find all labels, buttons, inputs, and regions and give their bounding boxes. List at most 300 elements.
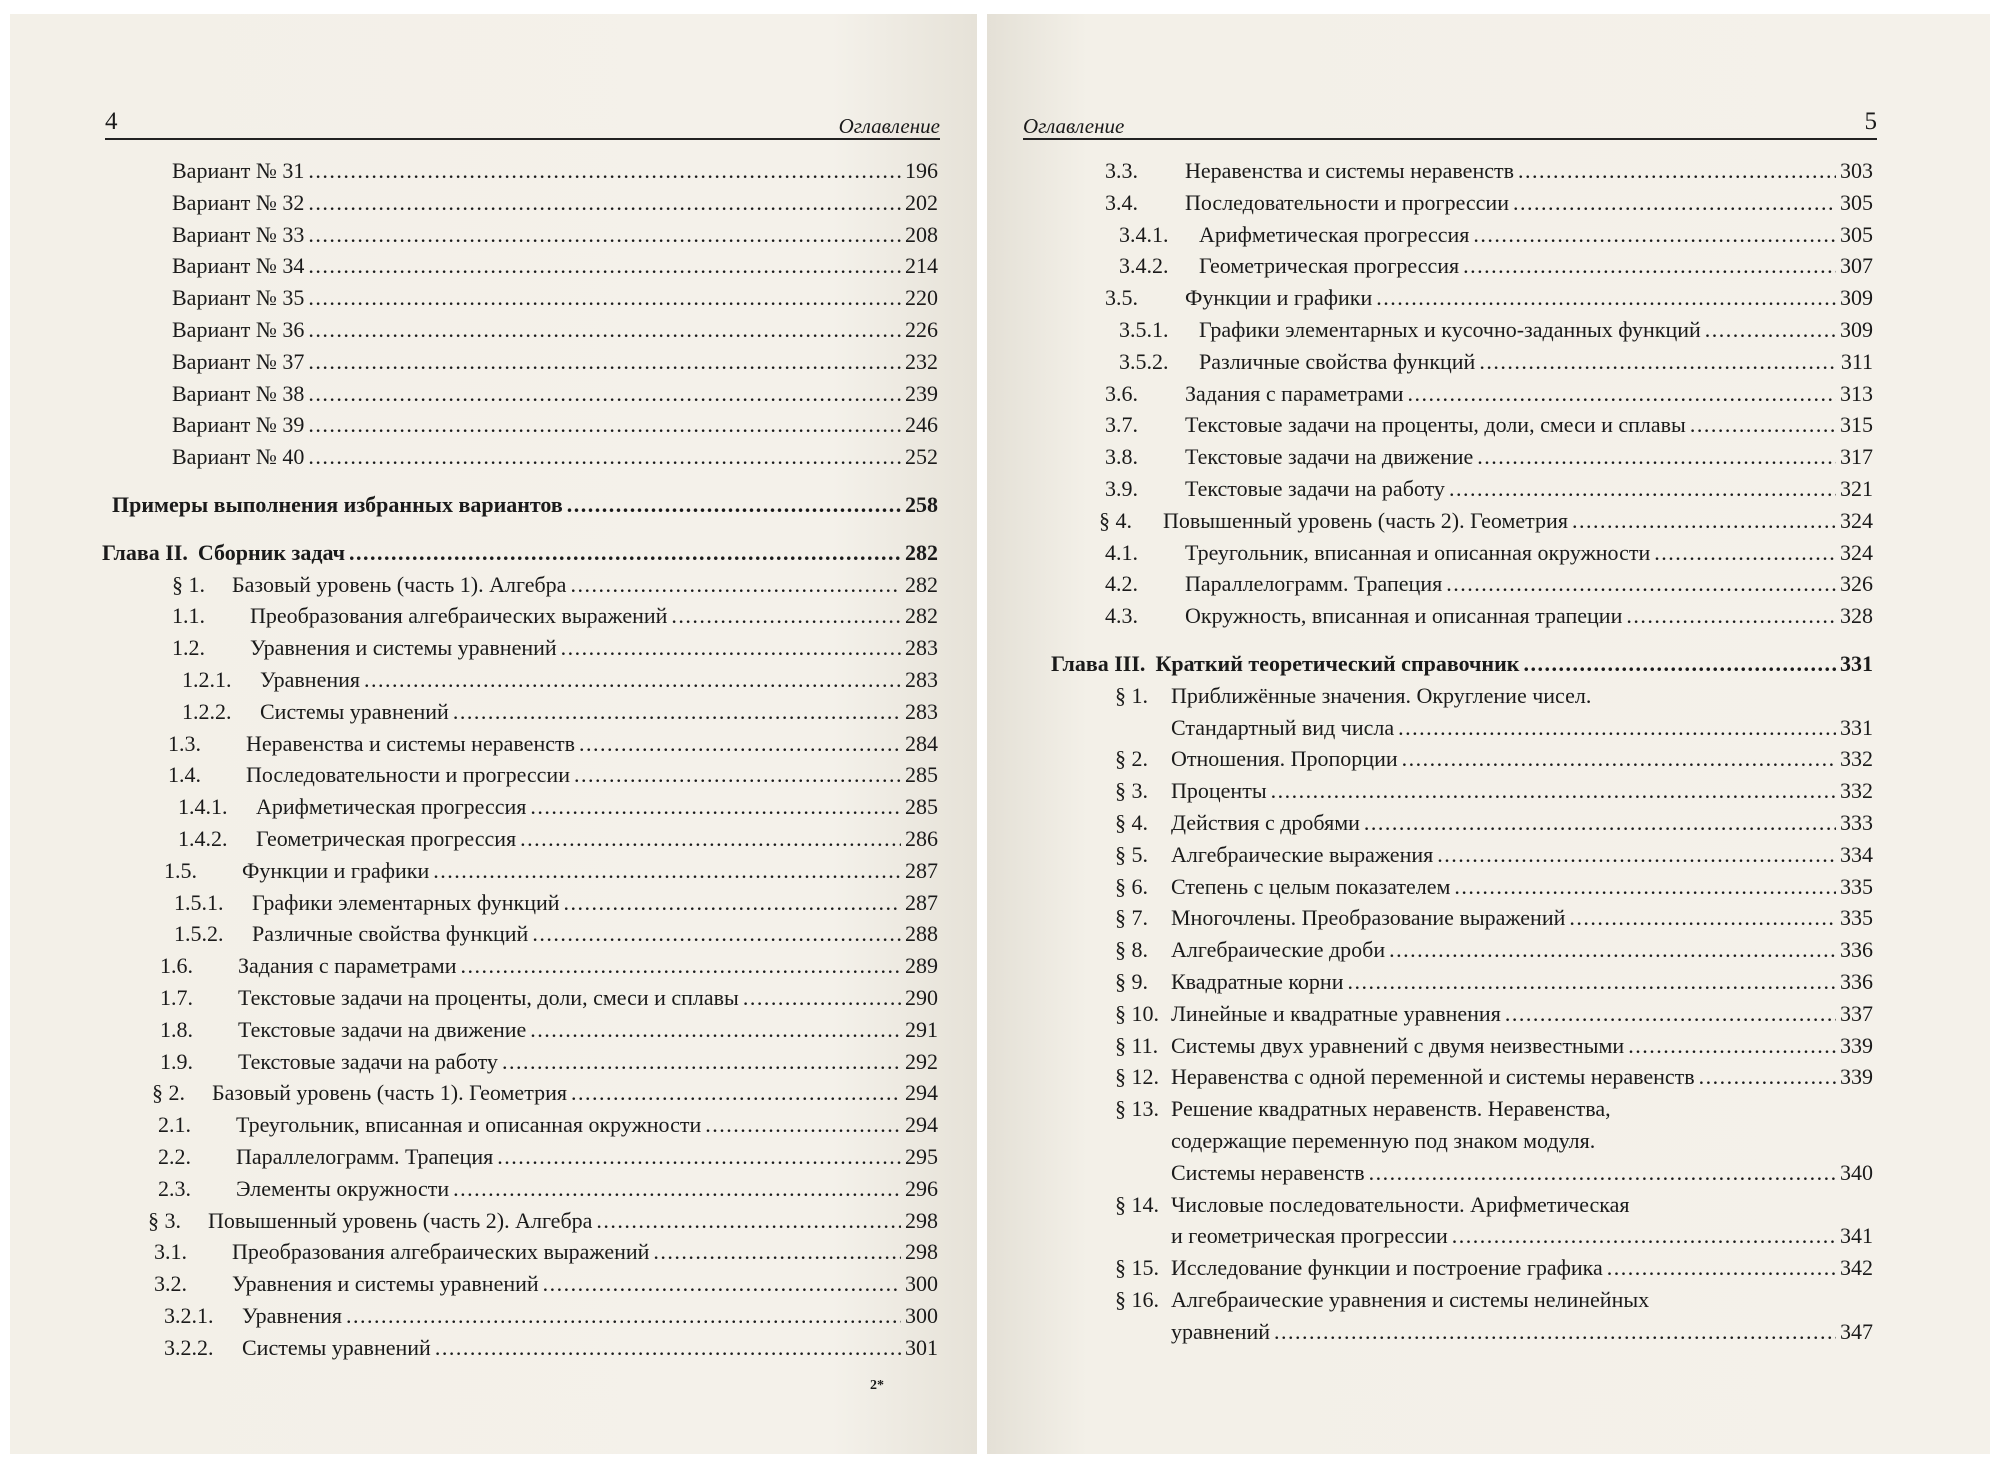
toc-entry-title: Функции и графики [242, 857, 430, 883]
page-number: 5 [1864, 108, 1877, 135]
toc-entry-page: 208 [905, 221, 938, 247]
toc-entry-page: 220 [905, 285, 938, 311]
toc-entry[interactable] [1051, 839, 1873, 871]
toc-entry-title: Задания с параметрами [1185, 380, 1404, 406]
toc-entry-page: 335 [1840, 905, 1873, 931]
dot-leader [1274, 1316, 1836, 1348]
dot-leader [567, 489, 901, 521]
dot-leader [1463, 250, 1836, 282]
dot-leader [1402, 743, 1836, 775]
toc-entry-page: 294 [905, 1112, 938, 1138]
toc-entry-page: 321 [1840, 475, 1873, 501]
toc-entry-page: 239 [905, 380, 938, 406]
toc-entry-number: 3.5.1. [1119, 316, 1169, 342]
toc-entry-number: 4.2. [1105, 571, 1138, 597]
toc-entry-number: § 1. [172, 571, 205, 597]
toc-entry[interactable] [1051, 680, 1873, 712]
toc-entry-title: Неравенства и системы неравенств [246, 730, 575, 756]
dot-leader [653, 1236, 901, 1268]
dot-leader [1369, 1157, 1836, 1189]
toc-entry-title: Вариант № 34 [172, 253, 305, 279]
toc-entry[interactable] [1051, 871, 1873, 903]
toc-entry-page: 332 [1840, 746, 1873, 772]
toc-entry-number: § 11. [1115, 1032, 1159, 1058]
toc-entry[interactable] [1051, 537, 1873, 569]
dot-leader [308, 378, 901, 410]
toc-entry-title: Проценты [1171, 778, 1267, 804]
dot-leader [435, 1332, 901, 1364]
toc-entry-title: Многочлены. Преобразование выражений [1171, 905, 1566, 931]
toc-entry[interactable] [1051, 378, 1873, 410]
toc-entry[interactable] [1051, 1125, 1873, 1157]
toc-entry-page: 326 [1840, 571, 1873, 597]
toc-entry-title: Арифметическая прогрессия [1199, 221, 1470, 247]
dot-leader [1437, 839, 1836, 871]
toc-entry-page: 340 [1840, 1159, 1873, 1185]
toc-entry-number: 3.4.2. [1119, 253, 1169, 279]
toc-entry-number: 3.2.2. [164, 1334, 214, 1360]
dot-leader [364, 664, 901, 696]
toc-entry[interactable] [102, 155, 938, 187]
toc-entry-title: Треугольник, вписанная и описанная окружности [236, 1112, 702, 1138]
toc-entry-title: Системы уравнений [260, 698, 449, 724]
dot-leader [308, 346, 901, 378]
toc-entry[interactable] [1051, 1316, 1873, 1348]
dot-leader [532, 918, 901, 950]
toc-entry[interactable] [102, 489, 938, 521]
toc-entry[interactable] [1051, 807, 1873, 839]
toc-entry-number: 3.3. [1105, 158, 1138, 183]
running-title: Оглавление [838, 114, 940, 138]
dot-leader [453, 696, 901, 728]
toc-entry[interactable] [102, 982, 938, 1014]
toc-entry-title: Стандартный вид числа [1171, 714, 1395, 740]
toc-entry[interactable] [1051, 346, 1873, 378]
toc-entry-title: Функции и графики [1185, 285, 1373, 311]
toc-entry[interactable] [102, 887, 938, 919]
toc-entry[interactable] [1051, 441, 1873, 473]
toc-entry[interactable] [1051, 1061, 1873, 1093]
toc-entry-page: 282 [905, 603, 938, 629]
left-page [10, 14, 977, 1454]
toc-entry-number: § 2. [1115, 746, 1148, 772]
toc-entry-page: 305 [1840, 189, 1873, 215]
dot-leader [1449, 473, 1836, 505]
toc-entry-page: 337 [1840, 1000, 1873, 1026]
toc-entry-page: 309 [1840, 285, 1873, 311]
toc-entry-number: § 5. [1115, 841, 1148, 867]
toc-entry[interactable] [102, 950, 938, 982]
toc-entry-page: 305 [1840, 221, 1873, 247]
dot-leader [530, 791, 901, 823]
dot-leader [308, 409, 901, 441]
toc-entry[interactable] [1051, 934, 1873, 966]
dot-leader [530, 1014, 901, 1046]
dot-leader [346, 1300, 901, 1332]
toc-entry-number: 1.5.2. [174, 921, 224, 947]
toc-entry-number: § 1. [1115, 682, 1148, 708]
toc-entry-title: Последовательности и прогрессии [1185, 189, 1509, 215]
toc-entry-number: 1.4. [168, 762, 201, 788]
toc-entry-number: § 3. [148, 1207, 181, 1233]
toc-entry-page: 313 [1840, 380, 1873, 406]
dot-leader [1376, 282, 1836, 314]
toc-entry-title: Алгебраические дроби [1171, 937, 1386, 963]
toc-entry-number: 4.1. [1105, 539, 1138, 565]
toc-entry[interactable] [102, 823, 938, 855]
toc-entry-page: 285 [905, 762, 938, 788]
toc-entry[interactable] [102, 441, 938, 473]
toc-entry[interactable] [102, 664, 938, 696]
dot-leader [308, 187, 901, 219]
toc-entry-number: 3.2. [154, 1271, 187, 1297]
toc-entry-number: § 4. [1115, 809, 1148, 835]
toc-entry-number: 1.3. [168, 730, 201, 756]
dot-leader [1479, 346, 1836, 378]
toc-entry[interactable] [1051, 775, 1873, 807]
toc-entry-number: 3.1. [154, 1239, 187, 1265]
dot-leader [520, 823, 901, 855]
toc-entry-title: Вариант № 37 [172, 348, 305, 374]
toc-entry-title: Параллелограмм. Трапеция [236, 1143, 494, 1169]
dot-leader [308, 282, 901, 314]
toc-entry-title: Вариант № 40 [172, 444, 305, 470]
dot-leader [1477, 441, 1836, 473]
dot-leader [1364, 807, 1836, 839]
toc-entry-title: Окружность, вписанная и описанная трапеции [1185, 603, 1623, 629]
toc-entry[interactable] [102, 1205, 938, 1237]
toc-entry-title: Вариант № 33 [172, 221, 305, 247]
dot-leader [671, 600, 901, 632]
toc-entry-title: Неравенства с одной переменной и системы неравенств [1171, 1064, 1695, 1090]
toc-entry[interactable] [102, 696, 938, 728]
toc-entry[interactable] [102, 378, 938, 410]
toc-entry[interactable] [102, 1014, 938, 1046]
toc-entry[interactable] [1051, 600, 1873, 632]
dot-leader [1513, 187, 1836, 219]
toc-entry-page: 287 [905, 889, 938, 915]
toc-entry-number: § 14. [1115, 1191, 1159, 1217]
toc-entry[interactable] [1051, 998, 1873, 1030]
toc-entry[interactable] [1051, 409, 1873, 441]
toc-entry[interactable] [102, 855, 938, 887]
toc-entry-number: § 12. [1115, 1064, 1159, 1090]
toc-entry[interactable] [1051, 966, 1873, 998]
toc-entry-page: 336 [1840, 937, 1873, 963]
toc-entry[interactable] [102, 1173, 938, 1205]
toc-entry[interactable] [102, 187, 938, 219]
toc-entry-title: содержащие переменную под знаком модуля. [1171, 1127, 1596, 1153]
toc-entry-number: 1.2. [172, 635, 205, 661]
toc-entry-title: Степень с целым показателем [1171, 873, 1451, 899]
toc-entry-number: 2.3. [158, 1175, 191, 1201]
toc-entry-title: Вариант № 39 [172, 412, 305, 438]
toc-entry-page: 324 [1840, 507, 1873, 533]
toc-entry[interactable] [102, 1077, 938, 1109]
page-number: 4 [105, 108, 118, 135]
toc-entry[interactable] [1051, 1030, 1873, 1062]
dot-leader [1626, 600, 1836, 632]
toc-entry[interactable] [102, 791, 938, 823]
toc-entry-title: Текстовые задачи на работу [1185, 475, 1445, 501]
book-gutter [977, 0, 987, 1465]
toc-entry-title: Сборник задач [197, 539, 345, 565]
dot-leader [743, 982, 901, 1014]
toc-entry-page: 226 [905, 316, 938, 342]
toc-entry[interactable] [1051, 1189, 1873, 1221]
toc-entry[interactable] [1051, 250, 1873, 282]
toc-entry-page: 286 [905, 825, 938, 851]
dot-leader [1347, 966, 1836, 998]
dot-leader [308, 155, 901, 187]
toc-entry-number: 1.1. [172, 603, 205, 629]
toc-entry-page: 347 [1840, 1318, 1873, 1344]
toc-entry[interactable] [1051, 902, 1873, 934]
toc-entry-title: Вариант № 32 [172, 189, 305, 215]
dot-leader [1518, 155, 1836, 187]
toc-entry-page: 333 [1840, 809, 1873, 835]
toc-entry[interactable] [102, 282, 938, 314]
dot-leader [349, 537, 901, 569]
toc-entry-page: 258 [905, 491, 938, 517]
toc-entry-title: Базовый уровень (часть 1). Геометрия [212, 1080, 567, 1106]
toc-entry-page: 334 [1840, 841, 1873, 867]
dot-leader [579, 728, 901, 760]
toc-entry[interactable] [102, 600, 938, 632]
toc-entry-title: Преобразования алгебраических выражений [232, 1239, 650, 1265]
toc-entry-page: 288 [905, 921, 938, 947]
toc-entry-title: Отношения. Пропорции [1171, 746, 1398, 772]
toc-entry-title: Системы двух уравнений с двумя неизвестными [1171, 1032, 1625, 1058]
toc-entry-title: Вариант № 38 [172, 380, 305, 406]
toc-entry-number: § 6. [1115, 873, 1148, 899]
toc-entry-page: 336 [1840, 968, 1873, 994]
toc-entry-number: 3.4.1. [1119, 221, 1169, 247]
toc-entry-title: Вариант № 31 [172, 158, 305, 183]
toc-entry-page: 296 [905, 1175, 938, 1201]
toc-entry[interactable] [1051, 505, 1873, 537]
toc-entry-title: Геометрическая прогрессия [256, 825, 517, 851]
toc-entry[interactable] [1051, 282, 1873, 314]
toc-entry-number: § 15. [1115, 1255, 1159, 1281]
toc-entry[interactable] [102, 1109, 938, 1141]
toc-entry-page: 252 [905, 444, 938, 470]
toc-entry-page: 332 [1840, 778, 1873, 804]
toc-entry-title: Числовые последовательности. Арифметическая [1171, 1191, 1630, 1217]
toc-entry-page: 331 [1840, 714, 1873, 740]
dot-leader [453, 1173, 901, 1205]
toc-entry[interactable] [102, 1332, 938, 1364]
toc-entry-page: 287 [905, 857, 938, 883]
toc-entry-title: Системы уравнений [242, 1334, 431, 1360]
toc-entry-title: Уравнения [260, 666, 360, 692]
toc-entry-number: 1.2.2. [182, 698, 232, 724]
toc-entry-page: 339 [1840, 1064, 1873, 1090]
table-of-contents-left [102, 155, 938, 1363]
toc-entry-title: Повышенный уровень (часть 2). Алгебра [208, 1207, 593, 1233]
toc-entry[interactable] [1051, 219, 1873, 251]
toc-entry[interactable] [102, 409, 938, 441]
toc-entry[interactable] [1051, 187, 1873, 219]
toc-entry-number: Глава II. [102, 539, 188, 565]
toc-entry-title: Различные свойства функций [1199, 348, 1476, 374]
toc-entry-title: Преобразования алгебраических выражений [250, 603, 668, 629]
toc-entry[interactable] [1051, 155, 1873, 187]
toc-entry-title: Текстовые задачи на работу [238, 1048, 498, 1074]
toc-entry-page: 298 [905, 1239, 938, 1265]
dot-leader [564, 887, 901, 919]
toc-entry-page: 232 [905, 348, 938, 374]
toc-entry-title: Различные свойства функций [252, 921, 529, 947]
toc-entry-number: § 10. [1115, 1000, 1159, 1026]
toc-entry-number: § 7. [1115, 905, 1148, 931]
toc-entry-title: Алгебраические уравнения и системы нелинейных [1171, 1286, 1650, 1312]
toc-entry[interactable] [102, 537, 938, 569]
toc-entry-page: 284 [905, 730, 938, 756]
toc-entry[interactable] [102, 918, 938, 950]
toc-entry-title: Действия с дробями [1171, 809, 1360, 835]
toc-entry-title: Неравенства и системы неравенств [1185, 158, 1514, 183]
toc-entry[interactable] [102, 250, 938, 282]
toc-entry-page: 339 [1840, 1032, 1873, 1058]
toc-entry-page: 283 [905, 666, 938, 692]
dot-leader [433, 855, 901, 887]
toc-entry-title: Решение квадратных неравенств. Неравенства, [1171, 1096, 1611, 1122]
toc-entry-number: 3.6. [1105, 380, 1138, 406]
toc-entry-title: Текстовые задачи на проценты, доли, смеси и сплавы [1185, 412, 1686, 438]
dot-leader [1446, 568, 1836, 600]
toc-entry-number: § 2. [152, 1080, 185, 1106]
dot-leader [1398, 712, 1836, 744]
toc-entry-title: Параллелограмм. Трапеция [1185, 571, 1443, 597]
toc-entry[interactable] [102, 219, 938, 251]
dot-leader [1454, 871, 1836, 903]
dot-leader [571, 1077, 901, 1109]
toc-entry[interactable] [1051, 1252, 1873, 1284]
toc-entry-title: Исследование функции и построение графика [1171, 1255, 1603, 1281]
toc-entry[interactable] [1051, 1284, 1873, 1316]
dot-leader [574, 759, 901, 791]
dot-leader [1628, 1030, 1836, 1062]
toc-entry[interactable] [1051, 568, 1873, 600]
toc-entry-page: 342 [1840, 1255, 1873, 1281]
toc-entry[interactable] [1051, 648, 1873, 680]
toc-entry-title: Треугольник, вписанная и описанная окружности [1185, 539, 1651, 565]
dot-leader [308, 441, 901, 473]
dot-leader [561, 632, 901, 664]
toc-entry-title: Графики элементарных функций [252, 889, 560, 915]
toc-entry-page: 341 [1840, 1223, 1873, 1249]
toc-entry[interactable] [102, 314, 938, 346]
toc-entry[interactable] [102, 1268, 938, 1300]
left-page-header [105, 108, 940, 140]
dot-leader [1572, 505, 1836, 537]
toc-entry-page: 300 [905, 1302, 938, 1328]
toc-entry[interactable] [1051, 743, 1873, 775]
toc-entry-page: 285 [905, 794, 938, 820]
toc-entry[interactable] [102, 1236, 938, 1268]
toc-entry-number: 3.4. [1105, 189, 1138, 215]
dot-leader [308, 314, 901, 346]
toc-entry-title: Примеры выполнения избранных вариантов [112, 491, 563, 517]
toc-entry-page: 294 [905, 1080, 938, 1106]
toc-entry-title: Линейные и квадратные уравнения [1171, 1000, 1501, 1026]
toc-entry-title: Текстовые задачи на движение [238, 1016, 527, 1042]
signature-mark: 2* [870, 1378, 884, 1393]
toc-entry-number: § 9. [1115, 968, 1148, 994]
dot-leader [1654, 537, 1836, 569]
toc-entry[interactable] [102, 759, 938, 791]
toc-entry[interactable] [102, 1046, 938, 1078]
toc-entry[interactable] [102, 632, 938, 664]
toc-entry-page: 246 [905, 412, 938, 438]
toc-entry-title: Последовательности и прогрессии [246, 762, 570, 788]
toc-entry[interactable] [1051, 1220, 1873, 1252]
dot-leader [1690, 409, 1836, 441]
toc-entry-number: 2.2. [158, 1143, 191, 1169]
dot-leader [1408, 378, 1836, 410]
dot-leader [1523, 648, 1836, 680]
toc-entry[interactable] [102, 1300, 938, 1332]
toc-entry-title: Графики элементарных и кусочно-заданных функций [1199, 316, 1701, 342]
toc-entry-number: § 16. [1115, 1286, 1159, 1312]
toc-entry-page: 307 [1840, 253, 1873, 279]
running-title: Оглавление [1023, 114, 1125, 138]
toc-entry[interactable] [102, 728, 938, 760]
toc-entry-number: 3.7. [1105, 412, 1138, 438]
toc-entry-number: 1.5.1. [174, 889, 224, 915]
toc-entry-page: 202 [905, 189, 938, 215]
toc-entry-page: 291 [905, 1016, 938, 1042]
toc-entry-page: 328 [1840, 603, 1873, 629]
dot-leader [497, 1141, 901, 1173]
toc-entry-page: 196 [905, 158, 938, 183]
toc-entry-page: 335 [1840, 873, 1873, 899]
toc-entry[interactable] [102, 569, 938, 601]
dot-leader [705, 1109, 901, 1141]
toc-entry-title: Элементы окружности [236, 1175, 450, 1201]
toc-entry-number: Глава III. [1051, 650, 1146, 676]
toc-entry-number: 3.5.2. [1119, 348, 1169, 374]
dot-leader [461, 950, 901, 982]
toc-entry[interactable] [102, 1141, 938, 1173]
toc-entry-page: 298 [905, 1207, 938, 1233]
toc-entry[interactable] [1051, 314, 1873, 346]
toc-entry[interactable] [1051, 712, 1873, 744]
toc-entry-page: 303 [1840, 158, 1873, 183]
toc-entry[interactable] [102, 346, 938, 378]
toc-entry-number: 1.9. [160, 1048, 193, 1074]
right-page [987, 14, 1990, 1454]
toc-entry[interactable] [1051, 1157, 1873, 1189]
toc-entry[interactable] [1051, 473, 1873, 505]
dot-leader [570, 569, 901, 601]
toc-entry-page: 290 [905, 984, 938, 1010]
toc-entry-number: § 13. [1115, 1096, 1159, 1122]
toc-entry-page: 311 [1840, 348, 1873, 374]
toc-entry-page: 292 [905, 1048, 938, 1074]
toc-entry-title: Повышенный уровень (часть 2). Геометрия [1163, 507, 1568, 533]
toc-entry-title: Вариант № 36 [172, 316, 305, 342]
toc-entry-number: 4.3. [1105, 603, 1138, 629]
table-of-contents-right [1051, 155, 1873, 1347]
toc-entry-number: 1.7. [160, 984, 193, 1010]
toc-entry-number: 1.5. [164, 857, 197, 883]
toc-entry-title: Алгебраические выражения [1171, 841, 1434, 867]
toc-entry-number: 1.8. [160, 1016, 193, 1042]
toc-entry[interactable] [1051, 1093, 1873, 1125]
dot-leader [1607, 1252, 1836, 1284]
